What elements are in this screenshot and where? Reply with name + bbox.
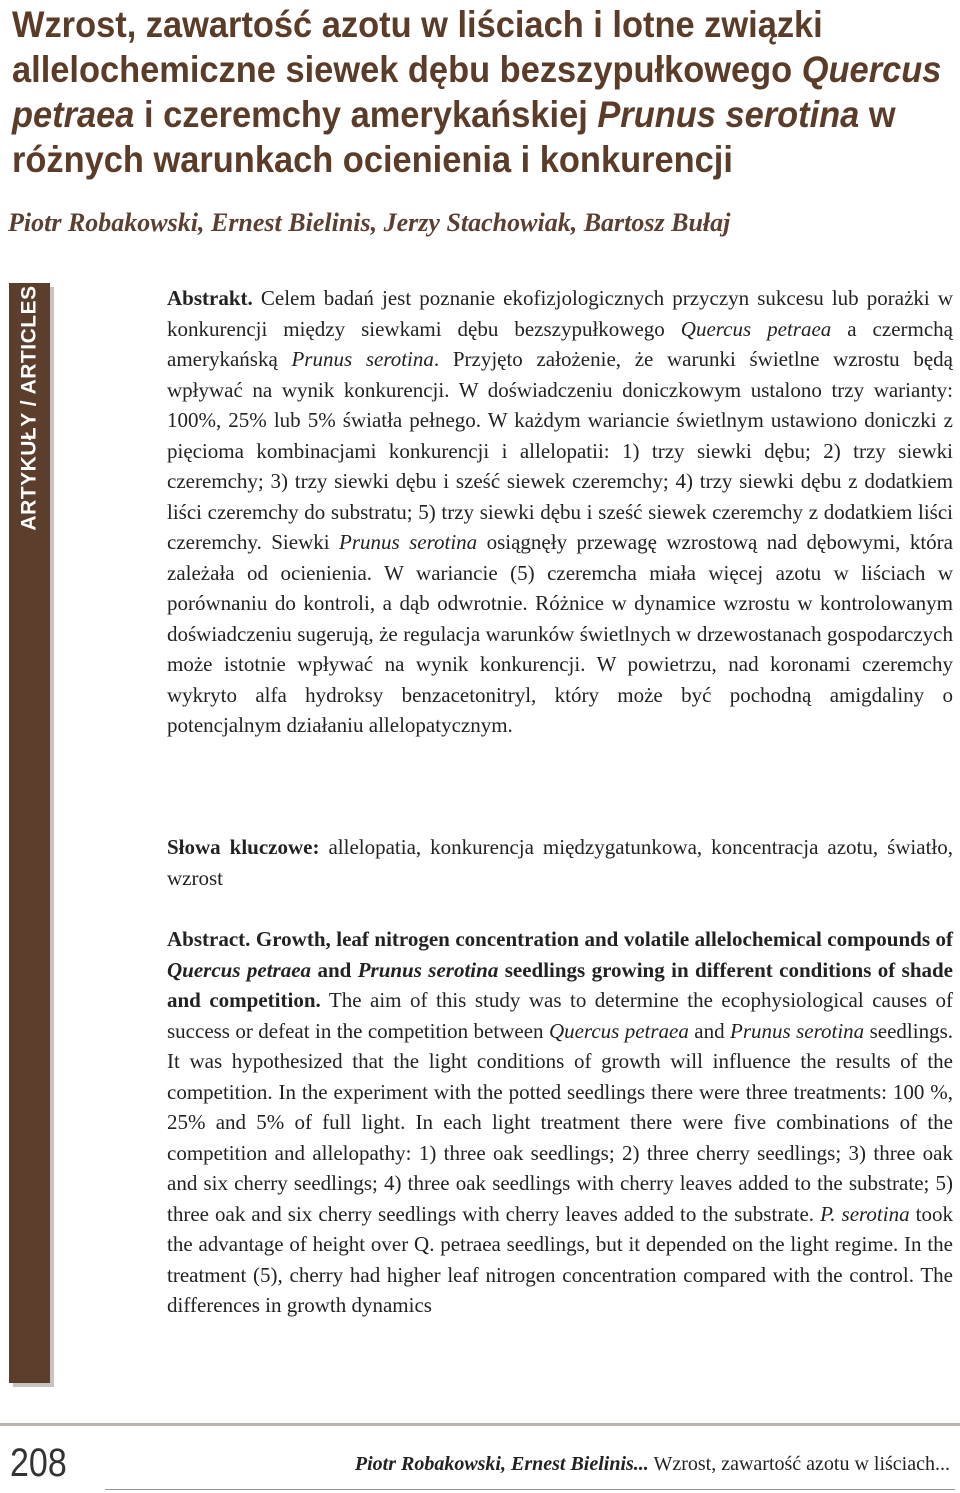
abstract-text: . Przyjęto założenie, że warunki świetlne wzrostu będą wpływać na wynik konkurencji. W doświadczeniu doniczkowym ustalono trzy warianty: 100%, 25% lub 5% światła pełnego. W każdym wariancie świetlnym ustawiono doniczki z pięcioma kombinacjami konkurencji i allelopatii: 1) trzy siewki dębu; 2) trzy siewki czeremchy; 3) trzy siewki dębu i sześć siewek czeremchy; 4) trzy siewki dębu z dodatkiem liści czeremchy do substratu; 5) trzy siewki dębu i sześć siewek czeremchy z dodatkiem liści czeremchy. Siewki [167,347,953,554]
running-footer-title: Wzrost, zawartość azotu w liściach... [648,1453,950,1475]
abstract-text: took the advantage of height over Q. petraea seedlings, but it depended on the light regime. In the treatment (5), cherry had higher leaf nitrogen concentration compared with the control. The differences in growth dynamics [167,1201,953,1317]
species-name: P. serotina [820,1201,910,1226]
running-footer [355,1449,950,1479]
title-text: w różnych warunkach ocienienia i konkurencji [12,94,896,180]
lead-text: and [311,957,358,982]
species-name: Prunus serotina [339,530,478,554]
abstract-polish-lead: Abstrakt. [167,286,253,310]
abstract-english [167,924,953,1321]
section-sidebar [9,283,50,1383]
author-list: Piotr Robakowski, Ernest Bielinis, Jerzy Stachowiak, Bartosz Bułaj [8,208,731,237]
species-name: Prunus serotina [291,347,434,371]
species-name: Prunus serotina [357,957,499,982]
abstract-text: Celem badań jest poznanie ekofizjologicznych przyczyn sukcesu lub porażki w konkurencji między siewkami dębu bezszypułkowego [167,286,953,341]
title-text: Wzrost, zawartość azotu w liściach i lotne związki allelochemiczne siewek dębu bezszypułkowego [12,4,823,90]
footer-rule [0,1423,960,1426]
footer-bottom-rule [105,1489,955,1490]
running-footer-authors: Piotr Robakowski, Ernest Bielinis... [354,1453,649,1475]
keywords [167,832,953,893]
article-title [12,2,951,182]
lead-text: seedlings growing in different conditions of shade and competition. [167,957,953,1012]
abstract-english-paragraph [167,924,953,1321]
keywords-label: Słowa kluczowe: [167,835,320,859]
keywords-text: allelopatia, konkurencja międzygatunkowa, koncentracja azotu, światło, wzrost [167,835,953,890]
keywords-paragraph [167,832,953,893]
abstract-text: osiągnęły przewagę wzrostową nad dębowymi, która zależała od ocienienia. W wariancie (5) czeremcha miała więcej azotu w liściach w porównaniu do kontroli, a dąb odwrotnie. Różnice w dynamice wzrostu w kontrolowanym doświadczeniu sugerują, że regulacja warunków świetlnych w drzewostanach gospodarczych może istotnie wpływać na wynik konkurencji. W powietrzu, nad koronami czeremchy wykryto alfa hydroksy benzacetonitryl, który może być pochodną amigdaliny o potencjalnym działaniu allelopatycznym. [167,530,953,737]
abstract-polish [167,283,953,741]
abstract-text: seedlings. It was hypothesized that the light conditions of growth will influence the results of the competition. In the experiment with the potted seedlings there were three treatments: 100 %, 25% and 5% of full light. In each light treatment there were five combinations of the competition and allelopathy: 1) three oak seedlings; 2) three cherry seedlings; 3) three oak and six cherry seedlings; 4) three oak seedlings with cherry leaves added to the substrate; 5) three oak and six cherry seedlings with cherry leaves added to the substrate. [167,1018,954,1226]
species-name: Quercus petraea [167,957,312,982]
title-species-oak: Quercus petraea [12,49,942,135]
section-label: ARTYKUŁY / ARTICLES [17,285,41,531]
title-text: i czeremchy amerykańskiej [134,94,598,135]
section-label-wrap [9,283,50,533]
species-name: Quercus petraea [680,316,832,341]
abstract-text: and [688,1018,731,1043]
title-species-cherry: Prunus serotina [597,94,860,135]
abstract-text: The aim of this study was to determine the ecophysiological causes of success or defeat in the competition between [167,988,953,1043]
species-name: Quercus petraea [548,1018,689,1043]
abstract-text: a czermchą amerykańską [167,316,953,371]
species-name: Prunus serotina [730,1018,865,1043]
lead-text: Abstract. Growth, leaf nitrogen concentration and volatile allelochemical compounds of [167,927,953,951]
abstract-polish-paragraph [167,283,953,741]
page-number: 208 [10,1441,67,1485]
